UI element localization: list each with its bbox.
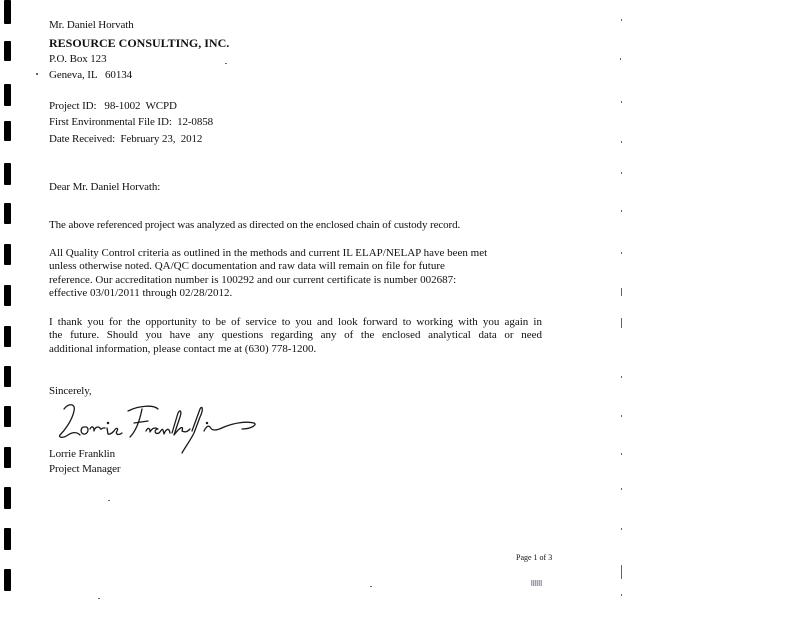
scan-speck: [108, 500, 110, 501]
paragraph-line: effective 03/01/2011 through 02/28/2012.: [49, 287, 233, 300]
salutation: Dear Mr. Daniel Horvath:: [49, 181, 161, 193]
scan-speck: [621, 565, 622, 579]
scan-speck: [621, 172, 622, 174]
binder-mark: [4, 528, 11, 550]
date-received: Date Received: February 23, 2012: [49, 133, 203, 145]
binder-mark: [4, 84, 11, 106]
paragraph-line: All Quality Control criteria as outlined in the methods and current IL ELAP/NELAP have been met: [49, 247, 488, 259]
recipient-company: RESOURCE CONSULTING, INC.: [49, 36, 230, 50]
paragraph-line: additional information, please contact me at (630) 778-1200.: [49, 342, 317, 355]
binder-mark: [4, 0, 11, 24]
paragraph-line: the future. Should you have any questions regarding any of the enclosed analytical data or need: [49, 329, 542, 342]
scan-speck: [36, 73, 38, 75]
recipient-name: Mr. Daniel Horvath: [49, 19, 134, 31]
binder-mark: [4, 326, 11, 347]
scan-speck: [621, 528, 622, 530]
binder-mark: [4, 406, 11, 427]
paragraph-line: I thank you for the opportunity to be of service to you and look forward to working with you again in: [49, 316, 542, 328]
signature-text: Lorrie Franklin: [54, 397, 61, 398]
binder-mark: [4, 41, 11, 61]
scan-speck: [621, 376, 622, 378]
scan-speck: [621, 488, 622, 490]
binder-mark: [4, 163, 11, 185]
signer-title: Project Manager: [49, 463, 121, 475]
paragraph-line: unless otherwise noted. QA/QC documentation and raw data will remain on file for future: [49, 260, 445, 273]
scan-stamp-mark: [531, 580, 542, 586]
scan-speck: [370, 586, 372, 587]
scan-speck: [621, 210, 622, 212]
body-paragraph-1: The above referenced project was analyzed as directed on the enclosed chain of custody record.: [49, 219, 461, 231]
signer-name: Lorrie Franklin: [49, 448, 116, 460]
scan-speck: [620, 58, 621, 60]
body-paragraph-2: [49, 247, 549, 301]
scan-speck: [621, 288, 622, 296]
binder-mark: [4, 487, 11, 509]
scan-speck: [225, 63, 227, 64]
body-paragraph-3: [49, 316, 549, 356]
scan-speck: [98, 598, 100, 599]
scan-speck: [621, 141, 622, 143]
binder-mark: [4, 366, 11, 387]
binder-mark: [4, 244, 11, 265]
scan-speck: [621, 252, 622, 254]
scan-speck: [621, 318, 622, 328]
binder-mark: [4, 285, 11, 306]
closing-sincerely: Sincerely,: [49, 385, 92, 397]
page-number: Page 1 of 3: [516, 553, 553, 562]
scan-speck: [621, 19, 622, 21]
project-id: Project ID: 98-1002 WCPD: [49, 100, 177, 112]
paragraph-line: reference. Our accreditation number is 100292 and our current certificate is number 002687:: [49, 273, 457, 286]
recipient-address-line1: P.O. Box 123: [49, 53, 107, 65]
binder-mark: [4, 569, 11, 591]
environmental-file-id: First Environmental File ID: 12-0858: [49, 116, 214, 128]
scan-speck: [621, 594, 622, 596]
scan-speck: [621, 453, 622, 455]
binder-mark: [4, 203, 11, 224]
binder-mark: [4, 121, 11, 141]
binder-mark: [4, 447, 11, 468]
scan-speck: [621, 415, 622, 417]
recipient-address-line2: Geneva, IL 60134: [49, 69, 133, 81]
scan-speck: [621, 101, 622, 103]
